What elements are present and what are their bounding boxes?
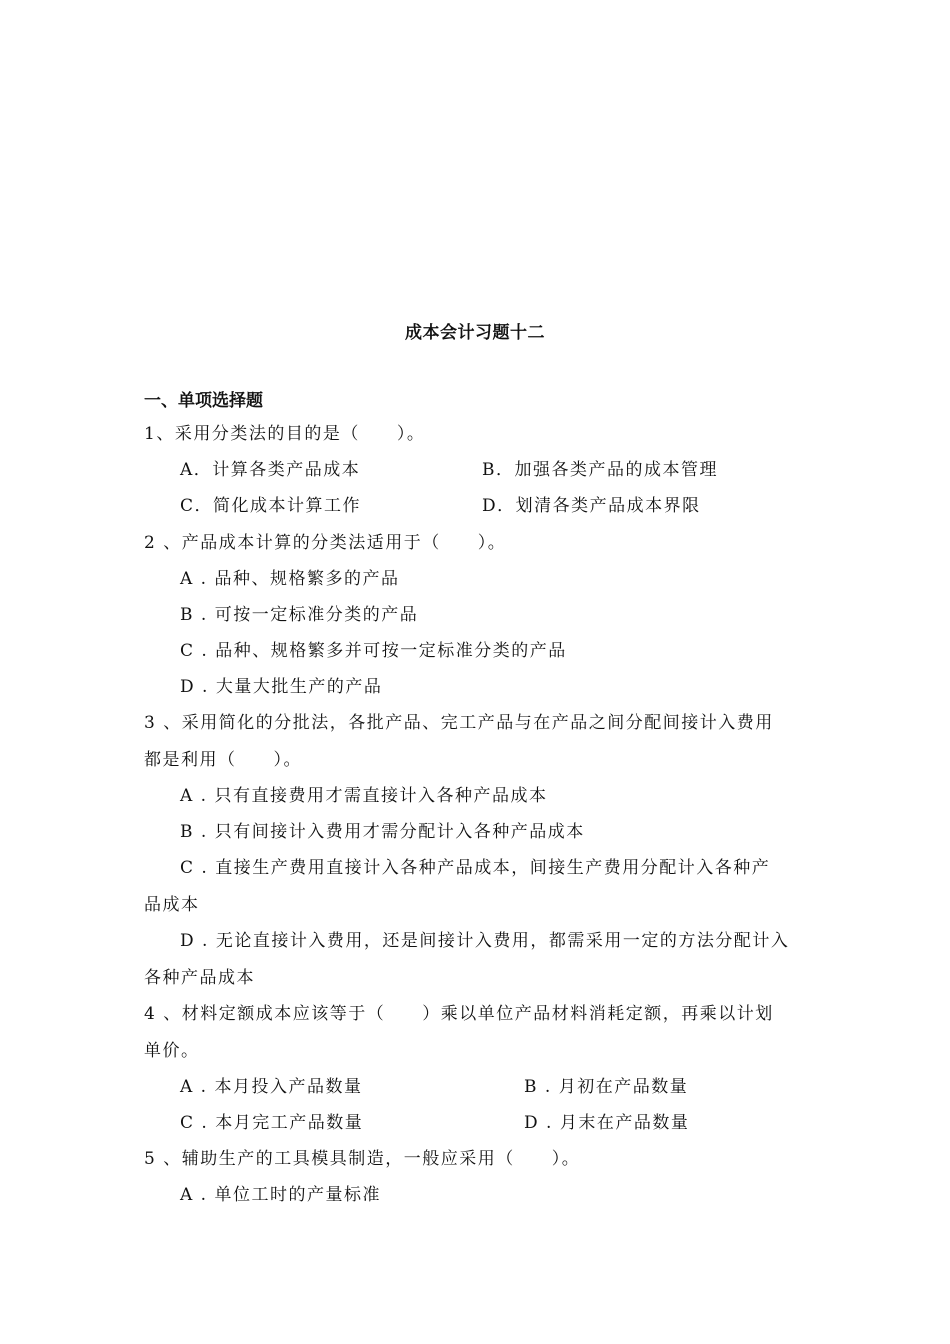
question-3-option-c: C . 直接生产费用直接计入各种产品成本，间接生产费用分配计入各种产 bbox=[180, 858, 771, 878]
question-1-option-d: D．划清各类产品成本界限 bbox=[482, 496, 701, 516]
question-1-stem: 1、采用分类法的目的是（ ）。 bbox=[144, 424, 426, 444]
question-2-option-b: B . 可按一定标准分类的产品 bbox=[180, 605, 419, 625]
question-3-stem-continued: 都是利用（ ）。 bbox=[144, 750, 302, 770]
question-5-stem: 5 、辅助生产的工具模具制造，一般应采用（ ）。 bbox=[144, 1149, 581, 1169]
question-1-option-b: B．加强各类产品的成本管理 bbox=[482, 460, 718, 480]
question-4-option-a: A . 本月投入产品数量 bbox=[180, 1077, 363, 1097]
question-2-option-a: A . 品种、规格繁多的产品 bbox=[180, 569, 400, 589]
question-3-option-a: A . 只有直接费用才需直接计入各种产品成本 bbox=[180, 786, 548, 806]
question-1-option-a: A．计算各类产品成本 bbox=[180, 460, 361, 480]
question-4-stem: 4 、材料定额成本应该等于（ ）乘以单位产品材料消耗定额，再乘以计划 bbox=[144, 1004, 774, 1024]
question-4-stem-continued: 单价。 bbox=[144, 1041, 200, 1061]
question-3-option-d: D . 无论直接计入费用，还是间接计入费用，都需采用一定的方法分配计入 bbox=[180, 931, 790, 951]
question-4-option-c: C . 本月完工产品数量 bbox=[180, 1113, 364, 1133]
question-2-stem: 2 、产品成本计算的分类法适用于（ ）。 bbox=[144, 533, 507, 553]
question-3-option-b: B . 只有间接计入费用才需分配计入各种产品成本 bbox=[180, 822, 585, 842]
question-3-option-c-continued: 品成本 bbox=[144, 895, 200, 915]
question-2-option-d: D . 大量大批生产的产品 bbox=[180, 677, 383, 697]
question-1-option-c: C．简化成本计算工作 bbox=[180, 496, 362, 516]
question-4-option-b: B . 月初在产品数量 bbox=[524, 1077, 689, 1097]
section-heading: 一、单项选择题 bbox=[144, 391, 263, 411]
question-4-option-d: D . 月末在产品数量 bbox=[524, 1113, 690, 1133]
document-title: 成本会计习题十二 bbox=[405, 323, 545, 343]
question-3-option-d-continued: 各种产品成本 bbox=[144, 968, 255, 988]
question-5-option-a: A . 单位工时的产量标准 bbox=[180, 1185, 381, 1205]
question-3-stem: 3 、采用简化的分批法，各批产品、完工产品与在产品之间分配间接计入费用 bbox=[144, 713, 774, 733]
question-2-option-c: C . 品种、规格繁多并可按一定标准分类的产品 bbox=[180, 641, 567, 661]
